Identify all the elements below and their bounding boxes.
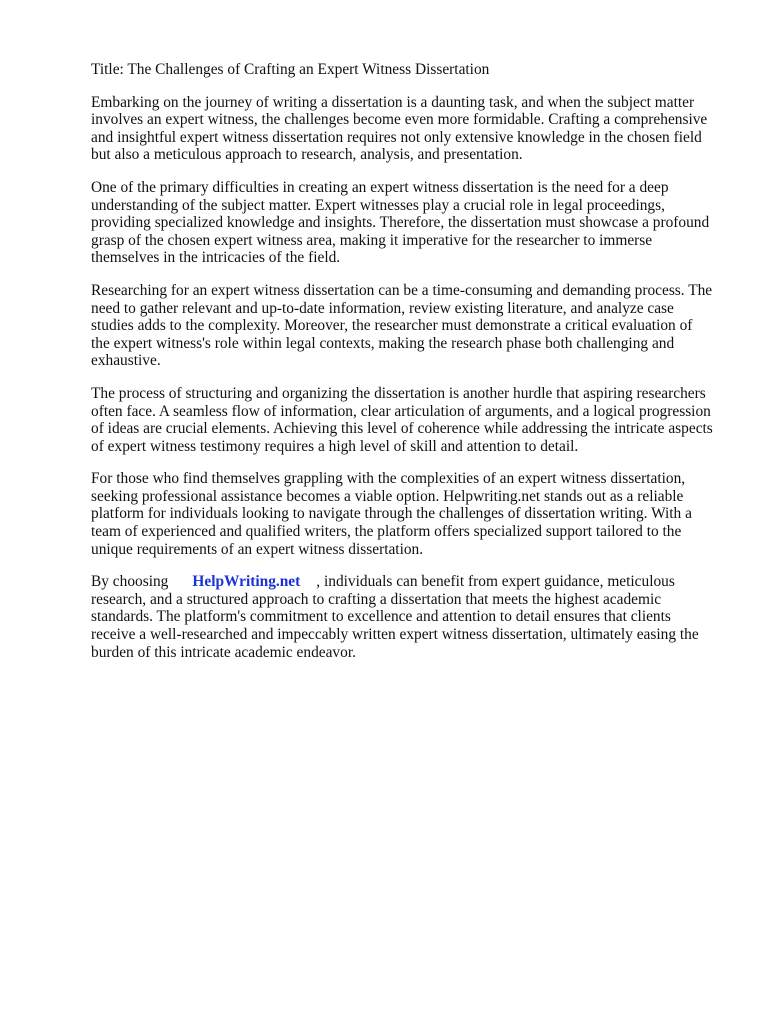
document-page [91,61,723,676]
paragraph-line: of ideas are crucial elements. Achieving this level of coherence while addressing the intricate aspects [91,420,713,438]
paragraph-3 [91,282,723,370]
paragraph-line: team of experienced and qualified writers, the platform offers specialized support tailored to the [91,523,682,541]
paragraph-line: but also a meticulous approach to research, analysis, and presentation. [91,146,523,164]
paragraph-line: The process of structuring and organizing the dissertation is another hurdle that aspiring researchers [91,384,706,402]
paragraph-line: studies adds to the complexity. Moreover, the researcher must demonstrate a critical evaluation of [91,317,693,335]
paragraph-4 [91,385,723,455]
paragraph-line: providing specialized knowledge and insights. Therefore, the dissertation must showcase a profound [91,214,710,232]
paragraph-1 [91,94,723,164]
paragraph-lead-text: By choosing [91,573,169,591]
paragraph-line: exhaustive. [91,352,161,370]
paragraph-line: of expert witness testimony requires a high level of skill and attention to detail. [91,437,579,455]
paragraph-line: understanding of the subject matter. Expert witnesses play a crucial role in legal proceedings, [91,196,665,214]
paragraph-line: Researching for an expert witness dissertation can be a time-consuming and demanding process. The [91,281,713,299]
paragraph-line: One of the primary difficulties in creating an expert witness dissertation is the need for a deep [91,178,669,196]
paragraph-line: unique requirements of an expert witness dissertation. [91,540,424,558]
paragraph-line: standards. The platform's commitment to excellence and attention to detail ensures that clients [91,608,671,626]
paragraph-line: seeking professional assistance becomes a viable option. Helpwriting.net stands out as a reliable [91,487,684,505]
paragraph-line: For those who find themselves grappling with the complexities of an expert witness dissertation, [91,470,686,488]
paragraph-line: platform for individuals looking to navigate through the challenges of dissertation writing. With a [91,505,692,523]
paragraph-after-link-text: , individuals can benefit from expert guidance, meticulous [316,573,675,591]
document-title: Title: The Challenges of Crafting an Expert Witness Dissertation [91,61,490,78]
paragraph-line: need to gather relevant and up-to-date information, review existing literature, and analyze case [91,299,674,317]
paragraph-line: involves an expert witness, the challenges become even more formidable. Crafting a comprehensive [91,111,708,129]
paragraph-line: grasp of the chosen expert witness area, making it imperative for the researcher to immerse [91,231,653,249]
paragraph-line: themselves in the intricacies of the field. [91,249,341,267]
paragraph-line: often face. A seamless flow of information, clear articulation of arguments, and a logical progression [91,402,711,420]
paragraph-line-with-link [91,573,723,591]
paragraph-line: and insightful expert witness dissertation requires not only extensive knowledge in the chosen field [91,128,702,146]
helpwriting-link[interactable]: HelpWriting.net [192,573,301,591]
paragraph-line: burden of this intricate academic endeavor. [91,643,356,661]
paragraph-6 [91,573,723,661]
paragraph-line: Embarking on the journey of writing a dissertation is a daunting task, and when the subject matter [91,93,695,111]
paragraph-2 [91,179,723,267]
paragraph-line: receive a well-researched and impeccably written expert witness dissertation, ultimately easing the [91,626,699,644]
paragraph-line: the expert witness's role within legal contexts, making the research phase both challenging and [91,334,675,352]
paragraph-line: research, and a structured approach to crafting a dissertation that meets the highest academic [91,590,662,608]
paragraph-5 [91,470,723,558]
